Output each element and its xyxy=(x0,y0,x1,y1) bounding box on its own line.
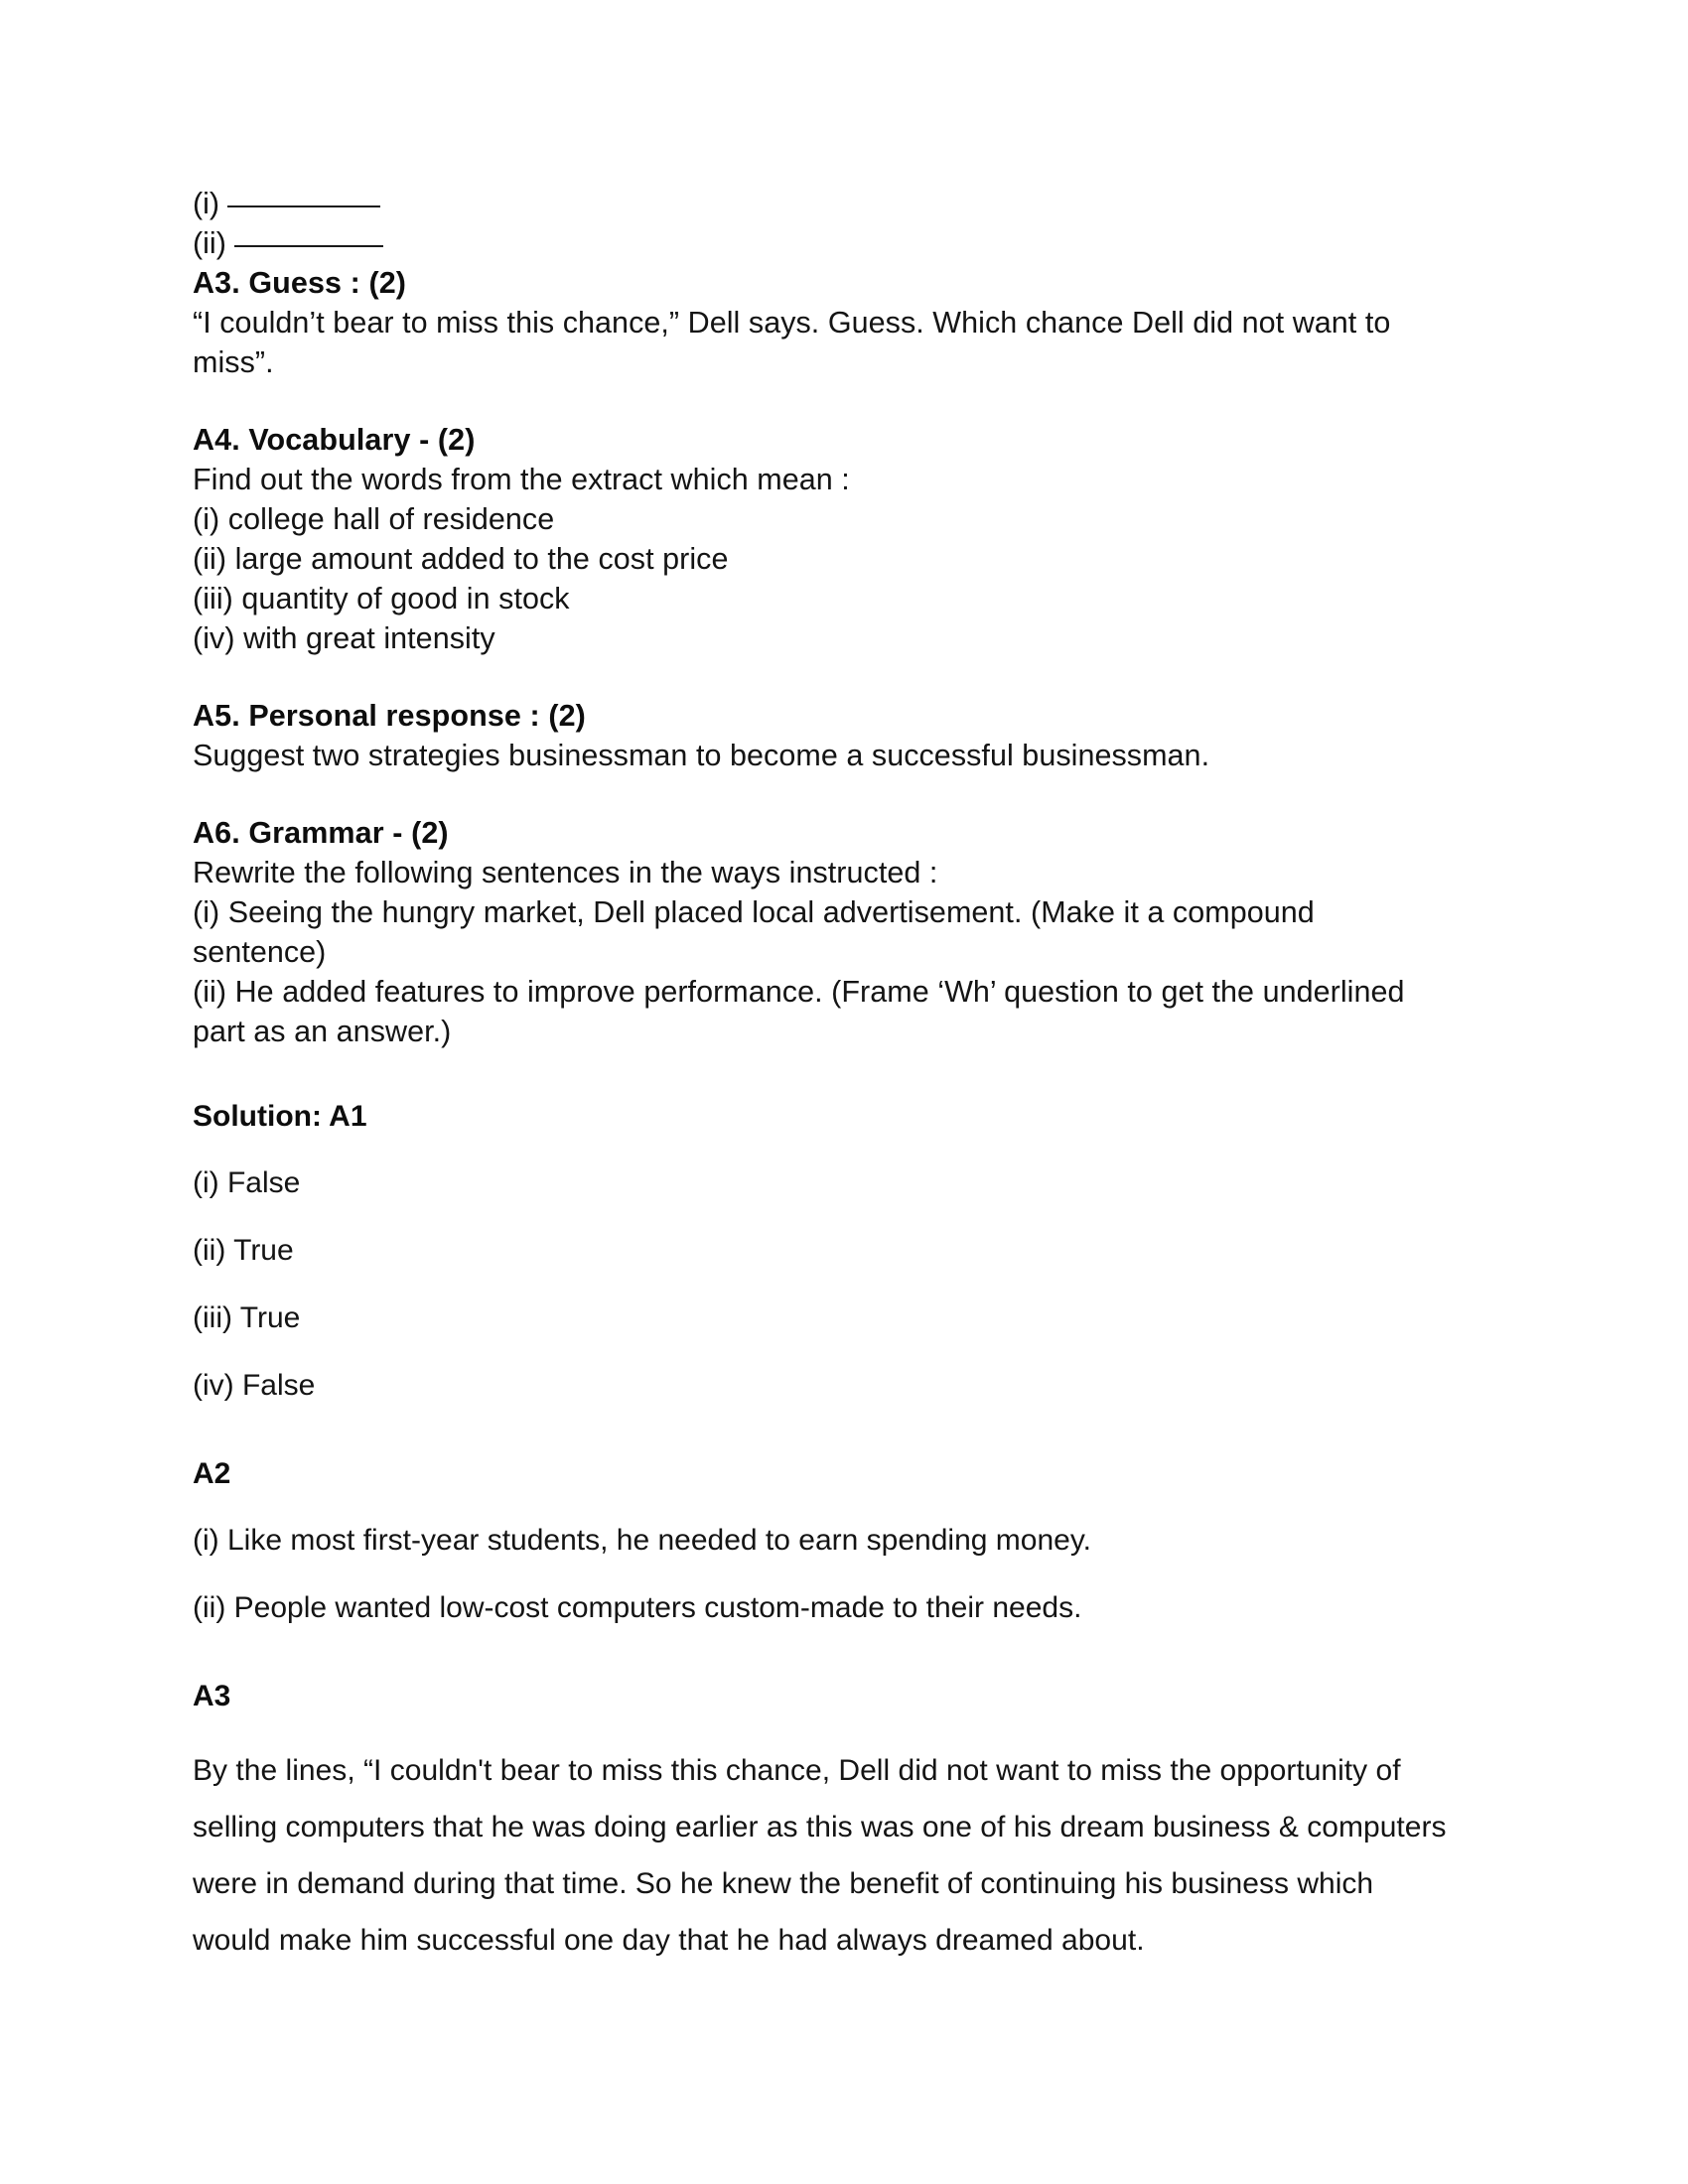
question-a6-item-i: (i) Seeing the hungry market, Dell placed local advertisement. (Make it a compound sentence) xyxy=(193,895,1315,969)
solution-a1-item-iii: (iii) True xyxy=(193,1301,301,1334)
section-gap xyxy=(193,382,1454,420)
section-gap xyxy=(193,775,1454,813)
solution-a1-item-i: (i) False xyxy=(193,1166,301,1199)
question-a3-body: “I couldn’t bear to miss this chance,” Dell says. Guess. Which chance Dell did not want to miss”. xyxy=(193,306,1391,379)
solution-a1-item-ii: (ii) True xyxy=(193,1234,294,1267)
question-a6 xyxy=(193,813,1454,1051)
blank-line-i xyxy=(193,184,1454,223)
blank-rule-i xyxy=(227,205,380,207)
question-a3-heading: A3. Guess : (2) xyxy=(193,266,407,300)
solution-gap xyxy=(193,1655,1454,1677)
question-a4-item-ii: (ii) large amount added to the cost price xyxy=(193,542,729,576)
solutions-gap xyxy=(193,1051,1454,1097)
question-a5 xyxy=(193,696,1454,775)
question-a4 xyxy=(193,420,1454,658)
solution-a2 xyxy=(193,1454,1454,1629)
question-a4-intro: Find out the words from the extract which mean : xyxy=(193,463,850,496)
question-a5-heading: A5. Personal response : (2) xyxy=(193,699,586,733)
question-a6-item-ii: (ii) He added features to improve performance. (Frame ‘Wh’ question to get the underlined part as an answer.) xyxy=(193,975,1405,1048)
question-a3 xyxy=(193,263,1454,382)
document-body xyxy=(193,184,1454,1969)
fill-in-blanks-group xyxy=(193,184,1454,263)
question-a4-heading: A4. Vocabulary - (2) xyxy=(193,423,476,457)
solution-a2-heading: A2 xyxy=(193,1457,231,1490)
solution-a3-heading: A3 xyxy=(193,1680,231,1712)
solution-gap xyxy=(193,1433,1454,1454)
solution-a2-item-ii: (ii) People wanted low-cost computers custom-made to their needs. xyxy=(193,1591,1082,1624)
question-a6-heading: A6. Grammar - (2) xyxy=(193,816,449,850)
question-a4-item-iv: (iv) with great intensity xyxy=(193,621,495,655)
question-a4-item-iii: (iii) quantity of good in stock xyxy=(193,582,570,615)
blank-marker-i: (i) xyxy=(193,187,220,220)
solution-a2-item-i: (i) Like most first-year students, he needed to earn spending money. xyxy=(193,1524,1091,1557)
solution-a3-paragraph: By the lines, “I couldn't bear to miss this chance, Dell did not want to miss the opportunity of selling computers that he was doing earlier as this was one of his dream business & computers were in demand during that time. So he knew the benefit of continuing his business which would make him successful one day that he had always dreamed about. xyxy=(193,1754,1447,1957)
blank-rule-ii xyxy=(234,245,383,247)
section-gap xyxy=(193,658,1454,696)
solution-a1-item-iv: (iv) False xyxy=(193,1369,316,1402)
question-a4-item-i: (i) college hall of residence xyxy=(193,502,555,536)
solution-a3 xyxy=(193,1677,1454,1969)
question-a5-body: Suggest two strategies businessman to become a successful businessman. xyxy=(193,739,1210,772)
blank-line-ii xyxy=(193,223,1454,263)
solution-a1-heading: Solution: A1 xyxy=(193,1100,367,1133)
question-a6-intro: Rewrite the following sentences in the ways instructed : xyxy=(193,856,938,889)
blank-marker-ii: (ii) xyxy=(193,226,226,260)
solution-a1 xyxy=(193,1097,1454,1407)
